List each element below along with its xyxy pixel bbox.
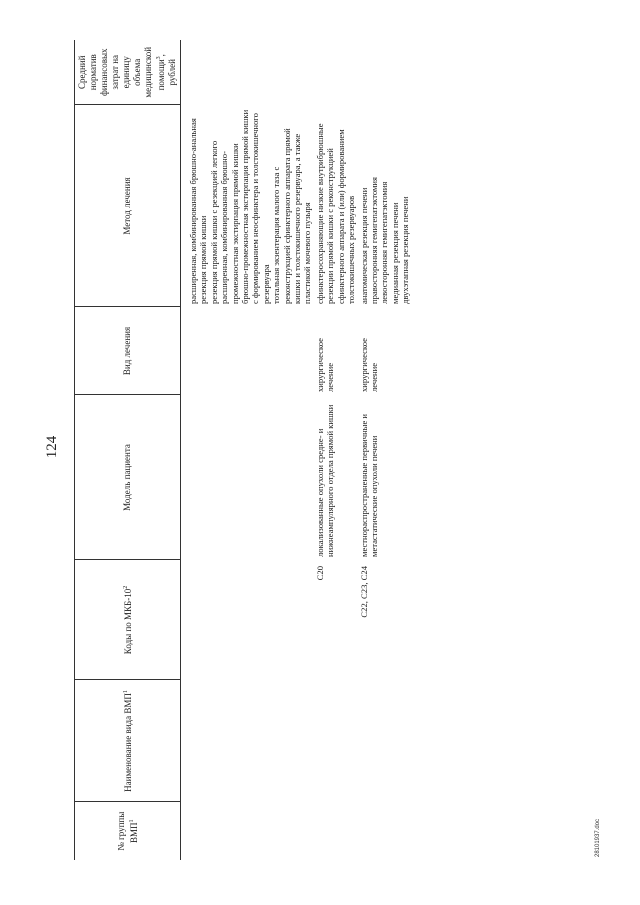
method-list: [358, 105, 412, 307]
header-treatment-method: Метод лечения: [75, 105, 181, 307]
table-row: [358, 40, 412, 860]
method-item: тотальная экзентерация малого таза с реконструкцией сфинктерного аппарата прямой кишки и толстокишечного резервуара, а также пластикой мочевого пузыря: [271, 128, 313, 304]
method-item: анатомическая резекция печени: [358, 187, 369, 304]
method-list: [314, 105, 358, 307]
method-item: расширенная, комбинированная брюшно-промежностная экстирпация прямой кишки: [219, 143, 240, 304]
table-header-row: [75, 40, 181, 860]
header-vmp-name: Наименование вида ВМП$^1$: [75, 680, 181, 802]
icd-code-cell: C22, C23, C24: [358, 566, 369, 618]
page-number: 124: [44, 435, 60, 459]
method-item: сфинктеросохраняющие низкие внутрибрюшные резекции прямой кишки с реконструкцией сфинктерного аппарата и (или) формированием толстокишечных резервуаров: [314, 123, 357, 304]
table-row-continuation: [187, 40, 314, 860]
icd-code-cell: C20: [314, 566, 325, 581]
treatment-type-cell: хирургическое лечение: [358, 338, 379, 392]
header-average-cost: Средний норматив финансовых затрат на единицу объема медицинской помощи$^3$, рублей: [75, 40, 181, 105]
header-group-number: № группы ВМП$^1$: [75, 802, 181, 860]
treatment-table: [74, 40, 412, 860]
header-patient-model: Модель пациента: [75, 395, 181, 560]
method-item: резекция прямой кишки с резекцией легкого: [208, 140, 219, 304]
header-treatment-type: Вид лечения: [75, 307, 181, 395]
method-item: расширенная, комбинированная брюшно-анальная резекция прямой кишки: [188, 118, 209, 304]
table-row: [314, 40, 358, 860]
method-item: брюшно-промежностная экстирпация прямой кишки с формированием неосфинктера и толстокишечного резервуара: [240, 109, 271, 304]
method-item: правосторонняя гемигепатэктомия: [368, 177, 379, 304]
header-icd-codes: Коды по МКБ-$10^2$: [75, 560, 181, 680]
patient-model-cell: локализованные опухоли средне- и нижнеампулярного отдела прямой кишки: [314, 404, 336, 557]
document-footer-id: 28101937.doc: [595, 818, 601, 857]
method-item: левосторонняя гемигепатэктомия: [379, 181, 390, 304]
method-item: двухэтапная резекция печени: [400, 196, 411, 304]
method-item: медианная резекция печени: [389, 202, 400, 304]
treatment-table-container: [74, 40, 549, 860]
method-list: [187, 105, 314, 307]
patient-model-cell: местнораспространенные первичные и метастатические опухоли печени: [358, 413, 379, 557]
treatment-type-cell: хирургическое лечение: [314, 338, 336, 392]
